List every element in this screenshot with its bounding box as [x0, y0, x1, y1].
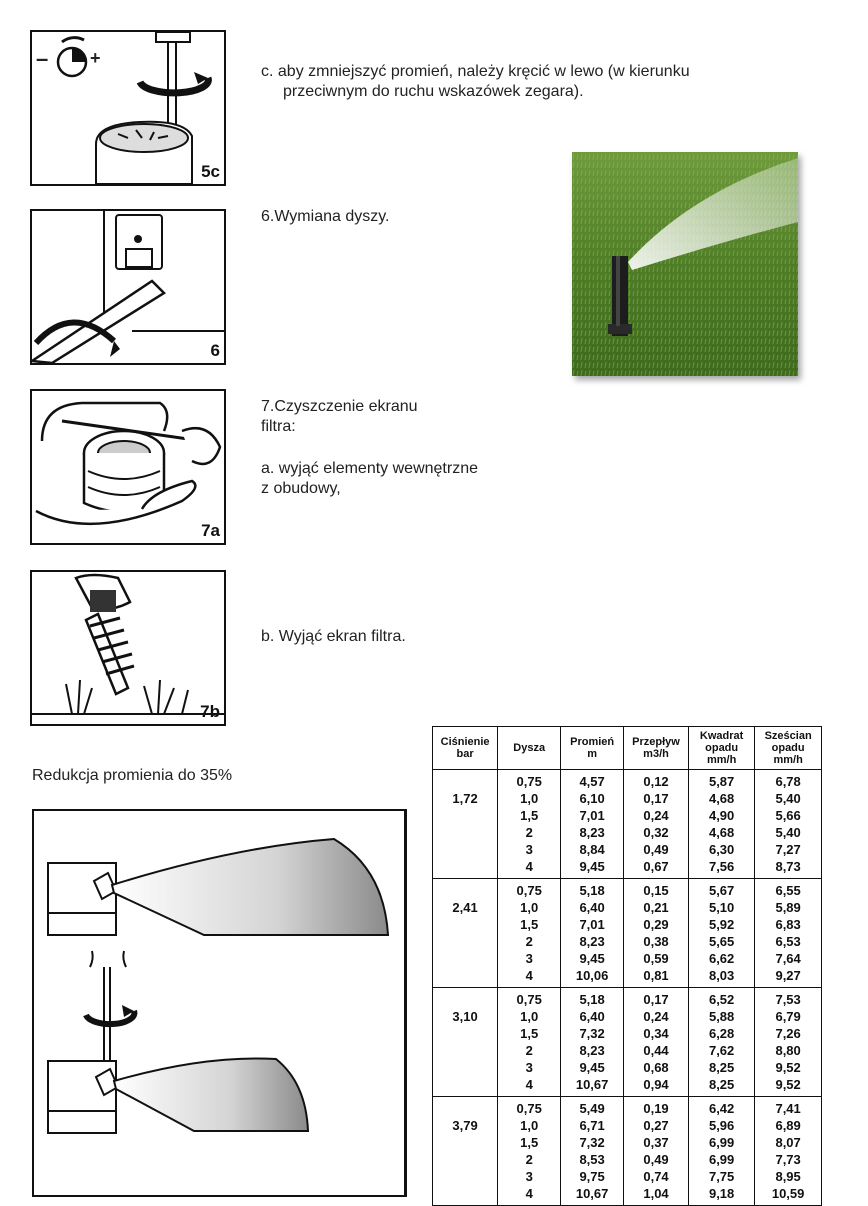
step-7a-line1: a. wyjąć elementy wewnętrzne [261, 460, 478, 477]
nozzle-value: 1,5 [520, 1135, 539, 1150]
step-5c-line1: c. aby zmniejszyć promień, należy kręcić w lewo (w kierunku [261, 63, 690, 80]
square-cell [689, 770, 755, 879]
triangle-value: 9,27 [775, 968, 801, 983]
square-value: 6,42 [708, 1101, 735, 1116]
flow-value: 0,32 [643, 825, 669, 840]
flow-value: 0,49 [643, 1152, 669, 1167]
dial-plus-sign: + [90, 48, 101, 68]
step-7a-text [261, 459, 561, 499]
radius-value: 8,23 [579, 1043, 605, 1058]
nozzle-value: 1,0 [520, 900, 539, 915]
panel-label-6: 6 [210, 341, 220, 360]
triangle-cell [755, 879, 822, 988]
dial-minus-sign: – [36, 46, 49, 71]
radius-value: 8,53 [579, 1152, 605, 1167]
nozzle-value: 1,5 [520, 917, 539, 932]
radius-value: 5,18 [579, 992, 605, 1007]
radius-value: 6,10 [579, 791, 605, 806]
nozzle-value: 4 [525, 968, 533, 983]
pressure-cell: 3,10 [433, 988, 498, 1097]
header-nozzle: Dysza [498, 727, 561, 770]
radius-value: 9,45 [579, 951, 605, 966]
square-value: 7,62 [708, 1043, 735, 1058]
radius-value: 5,49 [579, 1101, 605, 1116]
square-cell [689, 879, 755, 988]
illustration-7b [30, 570, 226, 726]
radius-value: 5,18 [579, 883, 605, 898]
square-value: 8,25 [708, 1060, 735, 1075]
square-value: 5,10 [708, 900, 735, 915]
flow-cell [624, 879, 689, 988]
square-value: 7,75 [708, 1169, 735, 1184]
radius-value: 9,45 [579, 859, 605, 874]
radius-value: 6,40 [579, 900, 605, 915]
flow-cell [624, 988, 689, 1097]
triangle-value: 7,27 [775, 842, 801, 857]
sprinkler-spray-image [572, 152, 798, 376]
table-row [433, 1097, 822, 1206]
step-5c-text [261, 62, 801, 102]
nozzle-value: 1,0 [520, 791, 539, 806]
triangle-value: 5,66 [775, 808, 801, 823]
nozzle-value: 4 [525, 859, 533, 874]
header-pressure: Ciśnienie bar [433, 727, 498, 770]
nozzle-value: 3 [525, 842, 533, 857]
radius-value: 4,57 [579, 774, 605, 789]
radius-value: 8,84 [579, 842, 605, 857]
square-value: 5,88 [708, 1009, 735, 1024]
panel-label-7a: 7a [201, 521, 220, 540]
triangle-value: 9,52 [775, 1060, 801, 1075]
pressure-cell: 2,41 [433, 879, 498, 988]
illustration-7a [30, 389, 226, 545]
nozzle-value: 4 [525, 1186, 533, 1201]
nozzle-value: 1,0 [520, 1009, 539, 1024]
flow-value: 0,59 [643, 951, 669, 966]
step-7-line2: filtra: [261, 418, 296, 435]
nozzle-value: 1,0 [520, 1118, 539, 1133]
triangle-value: 7,73 [775, 1152, 801, 1167]
square-value: 5,67 [708, 883, 735, 898]
flow-value: 0,24 [643, 1009, 669, 1024]
remove-filter-drawing [32, 572, 224, 724]
step-6-text: 6.Wymiana dyszy. [261, 208, 390, 225]
nozzle-value: 3 [525, 1169, 533, 1184]
table-header-row [433, 727, 822, 770]
radius-value: 6,40 [579, 1009, 605, 1024]
remove-internals-drawing [32, 391, 224, 543]
radius-value: 7,32 [579, 1135, 605, 1150]
header-square-precip: Kwadrat opadu mm/h [689, 727, 755, 770]
nozzle-value: 1,5 [520, 808, 539, 823]
triangle-value: 6,79 [775, 1009, 801, 1024]
nozzle-value: 2 [525, 1043, 533, 1058]
triangle-value: 5,40 [775, 825, 801, 840]
step-7b-text: b. Wyjąć ekran filtra. [261, 628, 406, 645]
square-value: 5,65 [708, 934, 735, 949]
square-value: 7,56 [708, 859, 735, 874]
nozzle-value: 4 [525, 1077, 533, 1092]
step-7a-line2: z obudowy, [261, 480, 341, 497]
radius-value: 8,23 [579, 934, 605, 949]
square-value: 5,87 [708, 774, 735, 789]
square-cell [689, 1097, 755, 1206]
flow-value: 0,68 [643, 1060, 669, 1075]
sprinkler-photo [572, 152, 798, 376]
nozzle-cell [498, 879, 561, 988]
radius-value: 10,06 [575, 968, 609, 983]
radius-value: 7,32 [579, 1026, 605, 1041]
square-value: 8,03 [708, 968, 735, 983]
triangle-cell [755, 770, 822, 879]
square-value: 4,90 [708, 808, 735, 823]
radius-value: 7,01 [579, 917, 605, 932]
flow-value: 0,29 [643, 917, 669, 932]
panel-label-5c: 5c [201, 162, 220, 181]
square-value: 6,62 [708, 951, 735, 966]
flow-value: 0,38 [643, 934, 669, 949]
nozzle-value: 0,75 [516, 883, 542, 898]
square-value: 6,99 [708, 1152, 735, 1167]
flow-value: 0,24 [643, 808, 669, 823]
flow-value: 0,17 [643, 992, 669, 1007]
illustration-6 [30, 209, 226, 365]
radius-value: 9,75 [579, 1169, 605, 1184]
radius-value: 6,71 [579, 1118, 605, 1133]
nozzle-change-drawing [32, 211, 224, 363]
radius-reduction-diagram [32, 809, 407, 1197]
reduction-caption: Redukcja promienia do 35% [32, 767, 233, 784]
square-cell [689, 988, 755, 1097]
triangle-value: 6,53 [775, 934, 801, 949]
illustration-5c [30, 30, 226, 186]
triangle-value: 6,89 [775, 1118, 801, 1133]
square-value: 4,68 [708, 791, 735, 806]
flow-value: 0,67 [643, 859, 669, 874]
square-value: 4,68 [708, 825, 735, 840]
flow-value: 0,81 [643, 968, 669, 983]
nozzle-value: 1,5 [520, 1026, 539, 1041]
nozzle-value: 2 [525, 934, 533, 949]
triangle-value: 7,41 [775, 1101, 801, 1116]
nozzle-cell [498, 770, 561, 879]
triangle-value: 8,07 [775, 1135, 801, 1150]
nozzle-value: 3 [525, 951, 533, 966]
table-row [433, 770, 822, 879]
square-value: 6,52 [708, 992, 735, 1007]
triangle-value: 5,89 [775, 900, 801, 915]
flow-cell [624, 770, 689, 879]
flow-value: 0,12 [643, 774, 669, 789]
header-radius: Promień m [561, 727, 624, 770]
triangle-value: 5,40 [775, 791, 801, 806]
triangle-cell [755, 988, 822, 1097]
square-value: 5,92 [708, 917, 735, 932]
triangle-value: 8,95 [775, 1169, 801, 1184]
radius-cell [561, 879, 624, 988]
flow-value: 0,15 [643, 883, 669, 898]
triangle-value: 6,55 [775, 883, 801, 898]
flow-value: 0,19 [643, 1101, 669, 1116]
adjust-radius-drawing [32, 32, 224, 184]
triangle-cell [755, 1097, 822, 1206]
flow-value: 1,04 [643, 1186, 669, 1201]
table-row [433, 879, 822, 988]
triangle-value: 7,26 [775, 1026, 801, 1041]
flow-value: 0,74 [643, 1169, 669, 1184]
square-value: 6,99 [708, 1135, 735, 1150]
triangle-value: 8,80 [775, 1043, 801, 1058]
step-7-line1: 7.Czyszczenie ekranu [261, 398, 418, 415]
square-value: 6,28 [708, 1026, 735, 1041]
panel-label-7b: 7b [200, 702, 220, 721]
nozzle-performance-table [432, 726, 822, 1206]
flow-value: 0,27 [643, 1118, 669, 1133]
square-value: 6,30 [708, 842, 735, 857]
spray-throw-drawing [34, 811, 404, 1195]
nozzle-cell [498, 1097, 561, 1206]
radius-cell [561, 1097, 624, 1206]
flow-value: 0,17 [643, 791, 669, 806]
step-5c-line2: przeciwnym do ruchu wskazówek zegara). [283, 83, 584, 100]
flow-value: 0,21 [643, 900, 669, 915]
radius-cell [561, 988, 624, 1097]
triangle-value: 9,52 [775, 1077, 801, 1092]
nozzle-value: 2 [525, 1152, 533, 1167]
radius-value: 7,01 [579, 808, 605, 823]
triangle-value: 7,53 [775, 992, 801, 1007]
step-7-heading [261, 397, 561, 437]
triangle-value: 10,59 [771, 1186, 805, 1201]
flow-value: 0,34 [643, 1026, 669, 1041]
radius-value: 8,23 [579, 825, 605, 840]
nozzle-value: 0,75 [516, 774, 542, 789]
triangle-value: 6,83 [775, 917, 801, 932]
triangle-value: 7,64 [775, 951, 801, 966]
nozzle-value: 3 [525, 1060, 533, 1075]
nozzle-value: 2 [525, 825, 533, 840]
radius-value: 9,45 [579, 1060, 605, 1075]
nozzle-cell [498, 988, 561, 1097]
header-flow: Przepływ m3/h [624, 727, 689, 770]
pressure-cell: 3,79 [433, 1097, 498, 1206]
pressure-cell: 1,72 [433, 770, 498, 879]
flow-cell [624, 1097, 689, 1206]
radius-cell [561, 770, 624, 879]
square-value: 8,25 [708, 1077, 735, 1092]
nozzle-value: 0,75 [516, 992, 542, 1007]
radius-value: 10,67 [575, 1186, 609, 1201]
flow-value: 0,37 [643, 1135, 669, 1150]
square-value: 9,18 [708, 1186, 735, 1201]
flow-value: 0,49 [643, 842, 669, 857]
triangle-value: 8,73 [775, 859, 801, 874]
triangle-value: 6,78 [775, 774, 801, 789]
flow-value: 0,44 [643, 1043, 669, 1058]
header-triangle-precip: Sześcian opadu mm/h [755, 727, 822, 770]
flow-value: 0,94 [643, 1077, 669, 1092]
radius-value: 10,67 [575, 1077, 609, 1092]
table-row [433, 988, 822, 1097]
nozzle-value: 0,75 [516, 1101, 542, 1116]
square-value: 5,96 [708, 1118, 735, 1133]
